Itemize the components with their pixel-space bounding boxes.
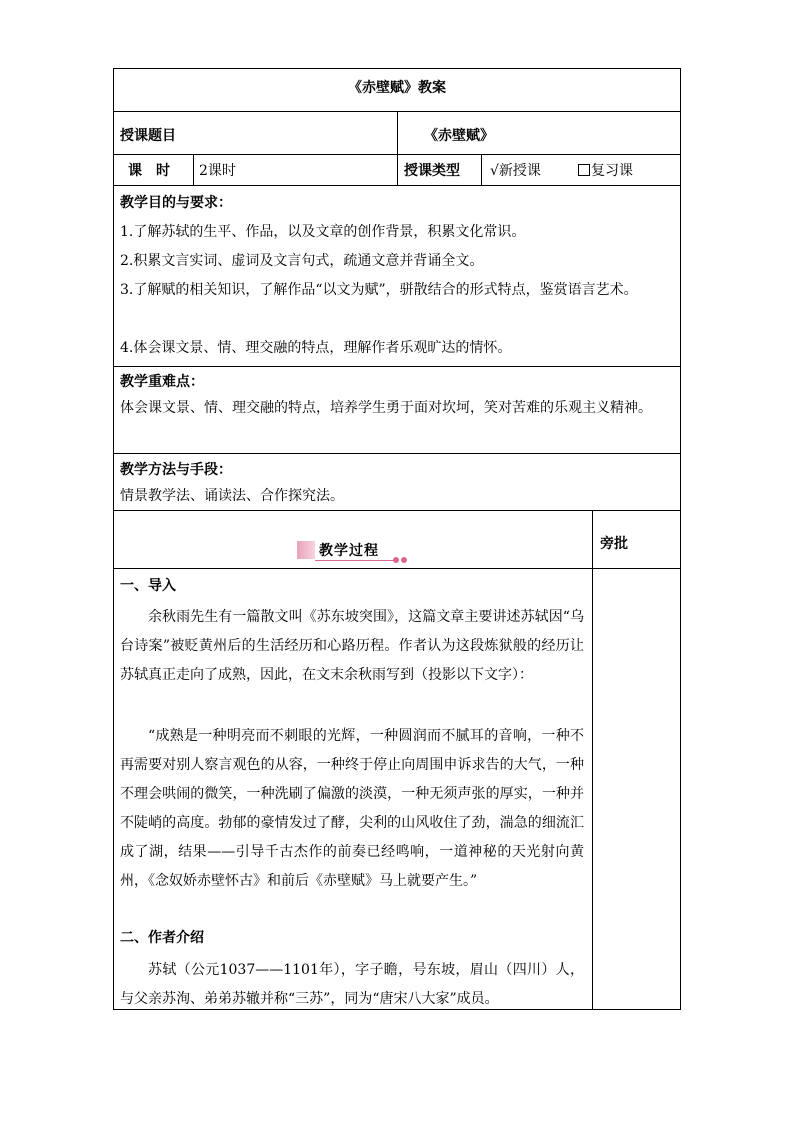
methods-text: 情景教学法、诵读法、合作探究法。 [120,488,344,504]
banner-dot-icon [393,557,399,563]
section-heading: 二、作者介绍 [120,930,204,946]
banner-square-icon [297,541,315,559]
intro-paragraph: 余秋雨先生有一篇散文叫《苏东坡突围》，这篇文章主要讲述苏轼因“乌台诗案”被贬黄州后的生活经历和心路历程。作者认为这段炼狱般的经历让苏轼真正走向了成熟，因此，在文末余秋雨写到（投影以下文字）： [120,609,584,683]
lesson-type-review-label: 复习课 [591,163,633,179]
objective-item: 1.了解苏轼的生平、作品，以及文章的创作背景，积累文化常识。 [120,224,526,240]
col-divider [592,510,593,1010]
objective-item: 3.了解赋的相关知识，了解作品“以文为赋”，骈散结合的形式特点，鉴赏语言艺术。 [120,282,638,298]
lesson-type-new: √新授课 [490,163,541,179]
process-banner-title: 教学过程 [319,543,379,559]
hours-label: 课 时 [128,163,170,179]
topic-value: 《赤壁赋》 [424,128,494,144]
col-divider [193,154,194,185]
checkbox-icon [578,164,590,176]
banner-underline [315,560,397,561]
lesson-type-label: 授课类型 [404,163,460,179]
section-heading: 一、导入 [120,578,176,594]
banner-dot-icon [401,557,407,563]
key-points-heading: 教学重难点： [120,374,204,390]
row-divider [113,366,681,367]
topic-label: 授课题目 [120,128,176,144]
document-title: 《赤壁赋》教案 [348,80,446,96]
col-divider [397,111,398,185]
intro-quote: “成熟是一种明亮而不刺眼的光辉，一种圆润而不腻耳的音响，一种不再需要对别人察言观色的从容，一种终于停止向周围申诉求告的大气，一种不理会哄闹的微笑，一种洗刷了偏激的淡漠，一种无须声张的厚实，一种并不陡峭的高度。勃郁的豪情发过了酵，尖利的山风收住了劲，湍急的细流汇成了湖，结果——引导千古杰作的前奏已经鸣响，一道神秘的天光射向黄州，《念奴娇赤壁怀古》和前后《赤壁赋》马上就要产生。” [120,728,584,889]
objective-item: 4.体会课文景、情、理交融的特点，理解作者乐观旷达的情怀。 [120,340,512,356]
key-points-text: 体会课文景、情、理交融的特点，培养学生勇于面对坎坷，笑对苦难的乐观主义精神。 [120,400,652,416]
process-banner [297,538,409,564]
row-divider [113,510,681,511]
row-divider [113,185,681,186]
objective-item: 2.积累文言实词、虚词及文言句式，疏通文意并背诵全文。 [120,253,484,269]
col-divider [481,154,482,185]
side-notes-label: 旁批 [600,536,628,552]
row-divider [113,568,681,569]
lesson-type-review [578,161,633,181]
hours-value: 2课时 [199,163,236,179]
objectives-heading: 教学目的与要求： [120,195,232,211]
author-paragraph: 苏轼（公元1037——1101年），字子瞻，号东坡，眉山（四川）人，与父亲苏洵、弟弟苏辙并称“三苏”，同为“唐宋八大家”成员。 [120,962,584,1007]
row-divider [113,453,681,454]
methods-heading: 教学方法与手段： [120,462,232,478]
